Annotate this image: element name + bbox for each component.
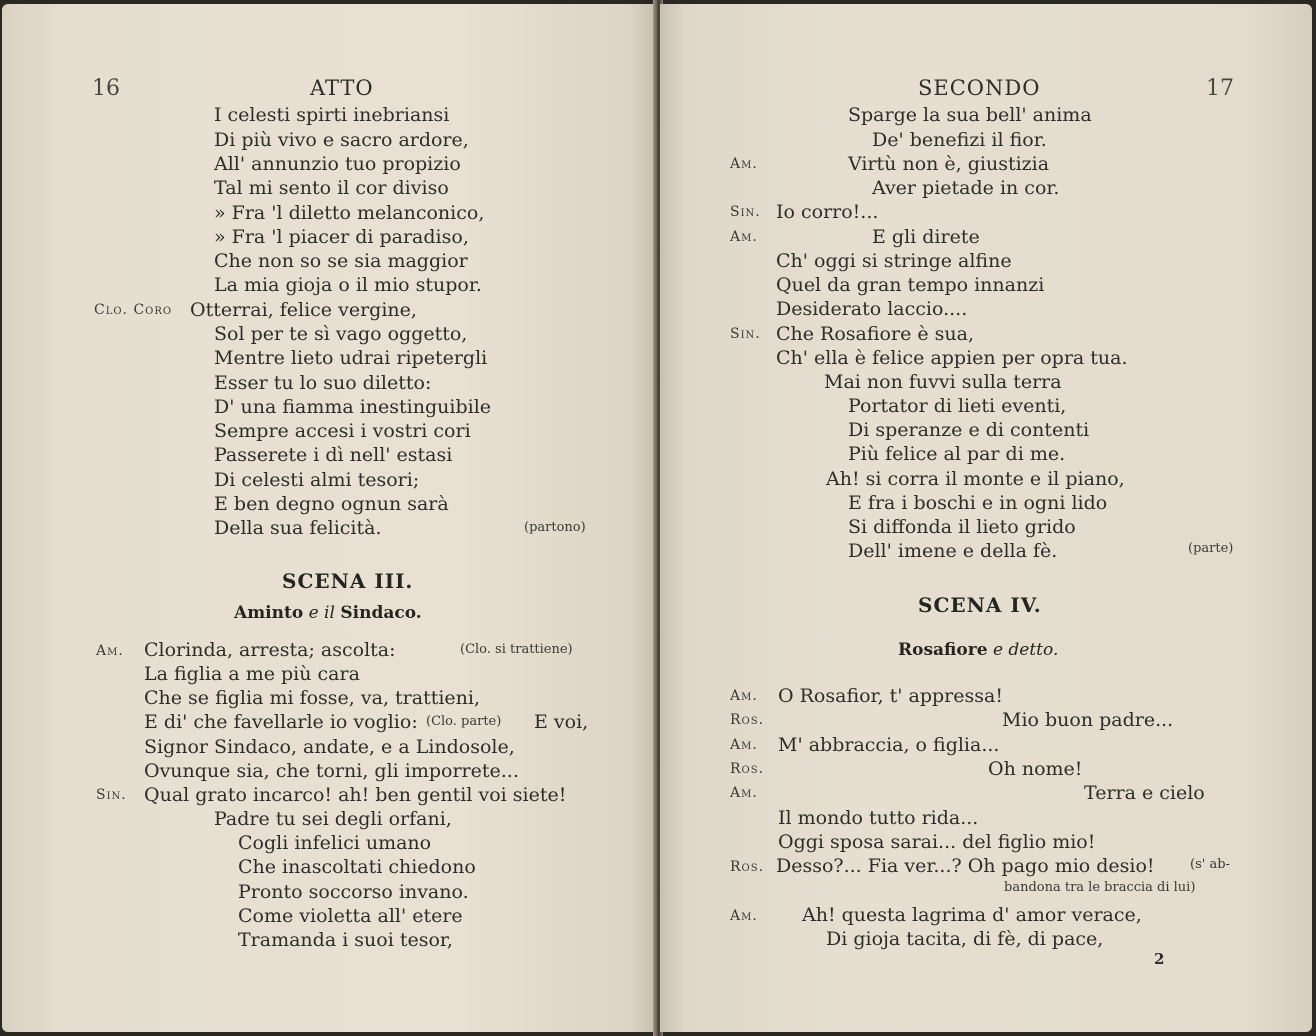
verse-line: Sempre accesi i vostri cori [214, 420, 471, 442]
speaker-label: Am. [96, 643, 124, 659]
speaker-label: Am. [730, 785, 758, 801]
verse-line: Mio buon padre... [1002, 709, 1174, 731]
stage-direction: (partono) [524, 520, 586, 535]
verse-line: Clorinda, arresta; ascolta: [144, 639, 396, 661]
speaker-label: Clo. Coro [94, 302, 173, 318]
right-page [660, 4, 1312, 1032]
verse-line: Come violetta all' etere [238, 905, 463, 927]
stage-direction: (Clo. parte) [426, 714, 502, 729]
verse-line: Tramanda i suoi tesor, [238, 929, 453, 951]
verse-line: Di gioja tacita, di fè, di pace, [826, 928, 1104, 950]
speaker-label: Am. [730, 688, 758, 704]
verse-line: Ah! questa lagrima d' amor verace, [802, 904, 1142, 926]
character-name: Rosafiore [898, 640, 988, 660]
page-number-right: 17 [1206, 76, 1234, 101]
verse-line: Più felice al par di me. [848, 443, 1066, 465]
verse-line: Padre tu sei degli orfani, [214, 808, 452, 830]
verse-line: Oggi sposa sarai... del figlio mio! [778, 831, 1096, 853]
signature-mark: 2 [1154, 950, 1165, 968]
verse-line: » Fra 'l piacer di paradiso, [214, 226, 469, 248]
verse-line: Aver pietade in cor. [872, 177, 1060, 199]
verse-line: Tal mi sento il cor diviso [214, 177, 449, 199]
verse-line: Ah! si corra il monte e il piano, [826, 468, 1125, 490]
left-page [2, 4, 656, 1032]
verse-line: Virtù non è, giustizia [848, 153, 1050, 175]
speaker-label: Sin. [96, 787, 127, 803]
verse-line: Della sua felicità. [214, 517, 382, 539]
verse-line: Sol per te sì vago oggetto, [214, 323, 468, 345]
speaker-label: Am. [730, 737, 758, 753]
verse-line: Di più vivo e sacro ardore, [214, 129, 469, 151]
stage-direction: (parte) [1188, 541, 1234, 556]
persons-conjunction: e detto. [992, 640, 1059, 660]
scene-persons [898, 640, 1058, 660]
verse-line: Esser tu lo suo diletto: [214, 372, 432, 394]
verse-line: Dell' imene e della fè. [848, 540, 1058, 562]
stage-direction: bandona tra le braccia di lui) [1004, 880, 1196, 895]
verse-line: Signor Sindaco, andate, e a Lindosole, [144, 736, 515, 758]
speaker-label: Am. [730, 229, 758, 245]
persons-conjunction: e il [308, 603, 335, 623]
verse-line: Qual grato incarco! ah! ben gentil voi siete! [144, 784, 567, 806]
verse-line: All' annunzio tuo propizio [214, 153, 461, 175]
verse-line: Ch' ella è felice appien per opra tua. [776, 347, 1128, 369]
verse-line: Mentre lieto udrai ripetergli [214, 347, 488, 369]
verse-line: De' benefizi il fior. [872, 129, 1047, 151]
stage-direction: (Clo. si trattiene) [460, 642, 573, 657]
page-number-left: 16 [92, 76, 120, 101]
verse-line: Mai non fuvvi sulla terra [824, 371, 1062, 393]
verse-line: Che Rosafiore è sua, [776, 323, 974, 345]
running-head-left: ATTO [310, 76, 374, 100]
verse-line: Di celesti almi tesori; [214, 469, 420, 491]
verse-line: Desiderato laccio.... [776, 298, 968, 320]
speaker-label: Ros. [730, 712, 765, 728]
speaker-label: Ros. [730, 859, 765, 875]
verse-line: M' abbraccia, o figlia... [778, 734, 1000, 756]
verse-line: Pronto soccorso invano. [238, 881, 469, 903]
verse-line: Il mondo tutto rida... [778, 807, 979, 829]
scene-title: SCENA IV. [918, 593, 1042, 617]
verse-line: Terra e cielo [1084, 782, 1205, 804]
stage-direction: (s' ab- [1190, 857, 1230, 872]
verse-line: I celesti spirti inebriansi [214, 104, 450, 126]
verse-line: E ben degno ognun sarà [214, 493, 449, 515]
character-name: Aminto [234, 603, 304, 623]
verse-line: O Rosafior, t' appressa! [778, 685, 1003, 707]
verse-line: Quel da gran tempo innanzi [776, 274, 1045, 296]
verse-line: Che non so se sia maggior [214, 250, 468, 272]
verse-line: Otterrai, felice vergine, [190, 299, 417, 321]
verse-line: Portator di lieti eventi, [848, 395, 1067, 417]
verse-line: D' una fiamma inestinguibile [214, 396, 492, 418]
verse-line: Si diffonda il lieto grido [848, 516, 1076, 538]
verse-line: Ovunque sia, che torni, gli imporrete... [144, 760, 519, 782]
speaker-label: Ros. [730, 761, 765, 777]
verse-line: » Fra 'l diletto melanconico, [214, 202, 485, 224]
speaker-label: Sin. [730, 326, 761, 342]
verse-line: Che se figlia mi fosse, va, trattieni, [144, 687, 481, 709]
verse-line: E fra i boschi e in ogni lido [848, 492, 1108, 514]
verse-line: E gli direte [872, 226, 980, 248]
scene-persons [234, 603, 422, 623]
speaker-label: Am. [730, 908, 758, 924]
verse-line: Desso?... Fia ver...? Oh pago mio desio! [776, 855, 1155, 877]
verse-line: Sparge la sua bell' anima [848, 104, 1092, 126]
character-name: Sindaco. [340, 603, 422, 623]
verse-line: Io corro!... [776, 201, 879, 223]
verse-line: Cogli infelici umano [238, 832, 432, 854]
verse-line: La figlia a me più cara [144, 663, 360, 685]
verse-line: Passerete i dì nell' estasi [214, 444, 453, 466]
scene-title: SCENA III. [282, 569, 414, 593]
verse-line: Ch' oggi si stringe alfine [776, 250, 1012, 272]
speaker-label: Am. [730, 156, 758, 172]
running-head-right: SECONDO [918, 76, 1041, 100]
speaker-label: Sin. [730, 204, 761, 220]
verse-line: Oh nome! [988, 758, 1083, 780]
verse-line: Che inascoltati chiedono [238, 856, 476, 878]
verse-line: E voi, [534, 711, 589, 733]
verse-line: E di' che favellarle io voglio: [144, 711, 418, 733]
verse-line: Di speranze e di contenti [848, 419, 1090, 441]
verse-line: La mia gioja o il mio stupor. [214, 274, 482, 296]
